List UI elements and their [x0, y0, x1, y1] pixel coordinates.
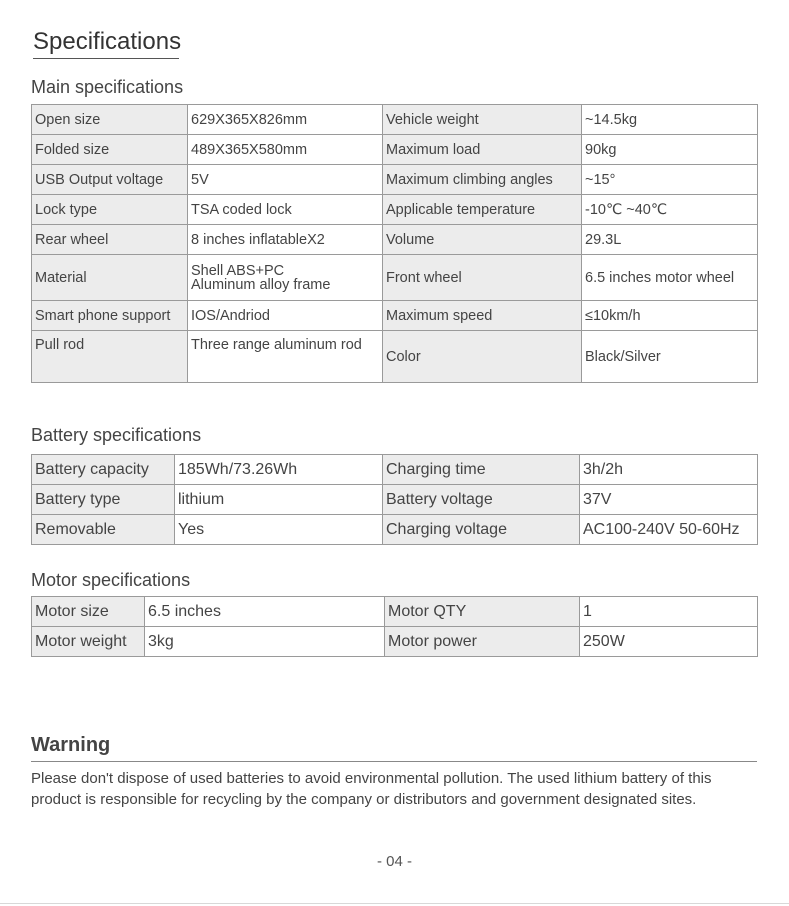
spec-value	[188, 255, 383, 301]
spec-value: Black/Silver	[582, 331, 758, 383]
spec-label: Maximum climbing angles	[383, 165, 582, 195]
table-row	[32, 195, 758, 225]
spec-label: Rear wheel	[32, 225, 188, 255]
spec-value: 1	[580, 597, 758, 627]
spec-value: Yes	[175, 515, 383, 545]
spec-value: 3h/2h	[580, 455, 758, 485]
spec-label: Motor QTY	[385, 597, 580, 627]
spec-value: lithium	[175, 485, 383, 515]
main-specs-title: Main specifications	[31, 77, 184, 97]
spec-label: Battery voltage	[383, 485, 580, 515]
spec-value: Three range aluminum rod	[188, 331, 383, 383]
spec-label: Maximum speed	[383, 301, 582, 331]
table-row	[32, 455, 758, 485]
table-row	[32, 331, 758, 383]
spec-label: Motor size	[32, 597, 145, 627]
table-row	[32, 515, 758, 545]
spec-value-line: Aluminum alloy frame	[191, 276, 331, 293]
table-row	[32, 135, 758, 165]
table-row	[32, 255, 758, 301]
spec-value: 629X365X826mm	[188, 105, 383, 135]
bottom-divider	[0, 903, 789, 904]
spec-label: Folded size	[32, 135, 188, 165]
spec-label: Battery type	[32, 485, 175, 515]
spec-label: Charging time	[383, 455, 580, 485]
battery-specs-title: Battery specifications	[31, 425, 202, 445]
spec-label: Color	[383, 331, 582, 383]
spec-value: 489X365X580mm	[188, 135, 383, 165]
table-row	[32, 225, 758, 255]
spec-label: Motor power	[385, 627, 580, 657]
spec-value: ~15°	[582, 165, 758, 195]
spec-value: 250W	[580, 627, 758, 657]
spec-value: 5V	[188, 165, 383, 195]
spec-label: Applicable temperature	[383, 195, 582, 225]
warning-text: Please don't dispose of used batteries to avoid environmental pollution. The used lithium battery of this product is responsible for recycling by the company or distributors and government designated sites.	[31, 770, 712, 808]
spec-label: Charging voltage	[383, 515, 580, 545]
spec-value: 3kg	[145, 627, 385, 657]
spec-label: Front wheel	[383, 255, 582, 301]
spec-value: ≤10km/h	[582, 301, 758, 331]
spec-value: IOS/Andriod	[188, 301, 383, 331]
spec-label: Smart phone support	[32, 301, 188, 331]
spec-label: Maximum load	[383, 135, 582, 165]
motor-specs-title: Motor specifications	[31, 570, 191, 590]
motor-specs-table	[31, 596, 758, 657]
spec-label: USB Output voltage	[32, 165, 188, 195]
warning-divider	[31, 761, 757, 762]
warning-title: Warning	[31, 734, 111, 756]
spec-label: Pull rod	[32, 331, 188, 383]
spec-label: Open size	[32, 105, 188, 135]
spec-value: 29.3L	[582, 225, 758, 255]
page-number: - 04 -	[376, 853, 412, 870]
spec-label: Battery capacity	[32, 455, 175, 485]
table-row	[32, 597, 758, 627]
spec-value: 6.5 inches motor wheel	[582, 255, 758, 301]
table-row	[32, 165, 758, 195]
table-row	[32, 105, 758, 135]
spec-label: Vehicle weight	[383, 105, 582, 135]
table-row	[32, 485, 758, 515]
spec-label: Motor weight	[32, 627, 145, 657]
spec-value-line: Shell ABS+PC	[191, 262, 285, 279]
main-specs-table	[31, 104, 758, 383]
spec-label: Removable	[32, 515, 175, 545]
spec-value: AC100-240V 50-60Hz	[580, 515, 758, 545]
spec-label: Lock type	[32, 195, 188, 225]
spec-label: Material	[32, 255, 188, 301]
page-title: Specifications	[33, 28, 179, 59]
spec-label: Volume	[383, 225, 582, 255]
spec-value: 185Wh/73.26Wh	[175, 455, 383, 485]
spec-value: -10℃ ~40℃	[582, 195, 758, 225]
table-row	[32, 301, 758, 331]
spec-value: 90kg	[582, 135, 758, 165]
spec-value: 37V	[580, 485, 758, 515]
table-row	[32, 627, 758, 657]
spec-value: TSA coded lock	[188, 195, 383, 225]
spec-value: 8 inches inflatableX2	[188, 225, 383, 255]
battery-specs-table	[31, 454, 758, 545]
spec-value: ~14.5kg	[582, 105, 758, 135]
spec-value: 6.5 inches	[145, 597, 385, 627]
